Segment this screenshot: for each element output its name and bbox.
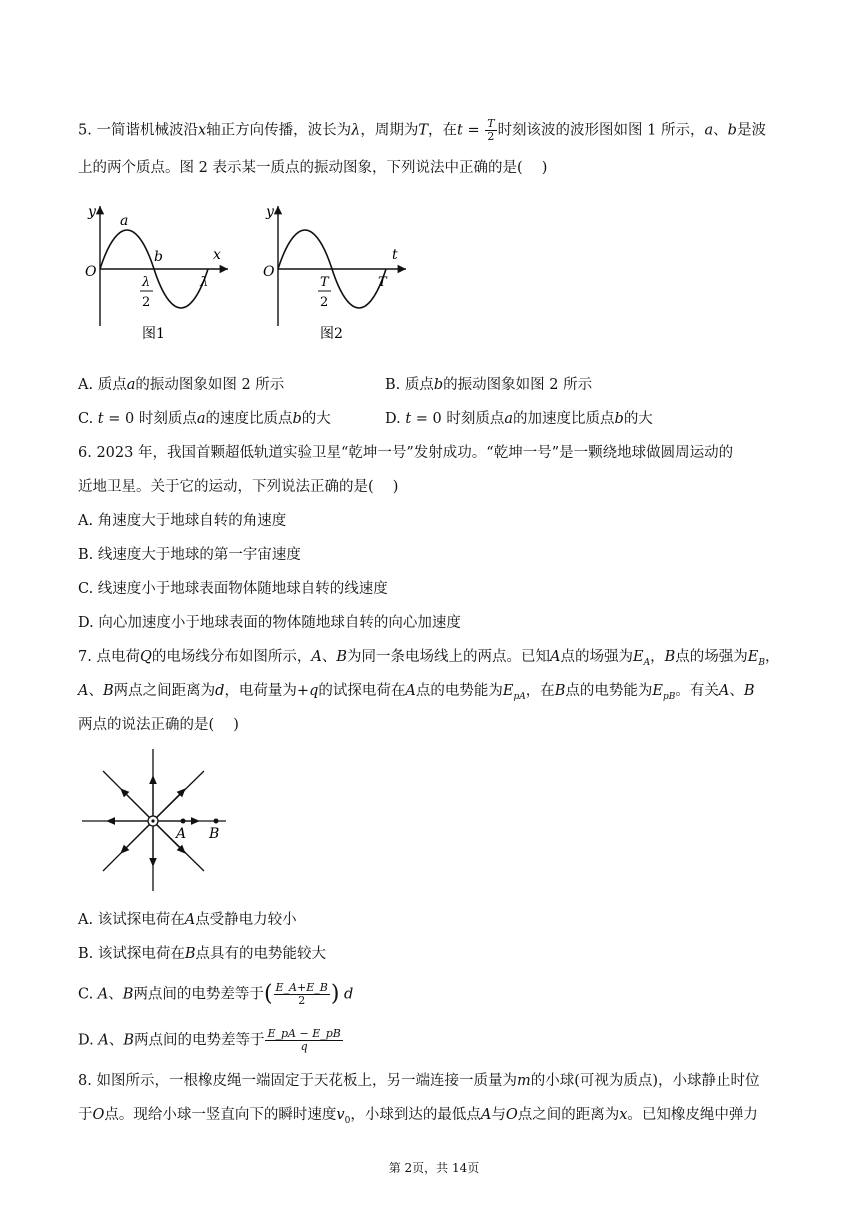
q7-option-a[interactable]: A. 该试探电荷在A点受静电力较小: [78, 912, 297, 928]
q6-option-b[interactable]: B. 线速度大于地球的第一宇宙速度: [78, 547, 301, 563]
fig2-half-T-den: 2: [320, 295, 329, 310]
q6-option-d[interactable]: D. 向心加速度小于地球表面的物体随地球自转的向心加速度: [78, 615, 461, 631]
q6-line-1: 6. 2023 年，我国首颗超低轨道实验卫星“乾坤一号”发射成功。“乾坤一号”是一颗绕地球做圆周运动的: [78, 445, 734, 461]
point-b-dot: [214, 819, 219, 824]
q7-line-1: 7. 点电荷Q的电场线分布如图所示，A、B为同一条电场线上的两点。已知A点的场强为$E_A$，B点的场强为$E_B$，: [78, 649, 780, 668]
q7-option-d[interactable]: D. A、B两点间的电势差等于 $\frac{E\_pA - E\_pB}{q}$: [78, 1027, 341, 1053]
q6-line-2: 近地卫星。关于它的运动，下列说法正确的是( ): [78, 479, 399, 495]
q6-option-a[interactable]: A. 角速度大于地球自转的角速度: [78, 513, 287, 529]
vibration-figure-2: [258, 198, 418, 344]
q7-option-b[interactable]: B. 该试探电荷在B点具有的电势能较大: [78, 946, 327, 962]
q6-option-c[interactable]: C. 线速度小于地球表面物体随地球自转的线速度: [78, 581, 388, 597]
q5-option-c[interactable]: C. t = 0 时刻质点a的速度比质点b的大: [78, 411, 331, 427]
fig1-lambda: λ: [200, 275, 209, 290]
q7-line-3: 两点的说法正确的是( ): [78, 717, 239, 733]
q8-line-2: 于O点。现给小球一竖直向下的瞬时速度$v_0$，小球到达的最低点A与O点之间的距离为x。已知橡皮绳中弹力: [78, 1107, 758, 1126]
page-footer: 第 2页，共 14页: [388, 1161, 480, 1175]
fig1-half-lambda-den: 2: [142, 295, 151, 310]
wave-figure-1: [80, 198, 240, 344]
fig1-caption: 图1: [142, 326, 165, 342]
fig2-T: T: [378, 275, 387, 290]
fig2-half-T-num: T: [320, 275, 329, 290]
fig1-half-lambda-num: λ: [142, 275, 151, 290]
fig-label-b: B: [209, 826, 220, 842]
fraction-t-over-2: $\frac{T}{2}$: [487, 117, 495, 143]
q5-line-2: 上的两个质点。图 2 表示某一质点的振动图象，下列说法中正确的是( ): [78, 160, 548, 176]
fraction-field-average: $\frac{E\_A+E\_B}{2}$: [275, 981, 328, 1007]
q7-option-c[interactable]: C. A、B两点间的电势差等于( $\frac{E\_A+E\_B}{2}$ ) d: [78, 981, 354, 1007]
q8-line-1: 8. 如图所示，一根橡皮绳一端固定于天花板上，另一端连接一质量为m的小球(可视为质点)，小球静止时位: [78, 1073, 760, 1089]
fig1-point-a: a: [120, 213, 129, 229]
electric-field-figure: [76, 745, 236, 895]
point-a-dot: [181, 819, 186, 824]
q5-option-b[interactable]: B. 质点b的振动图象如图 2 所示: [385, 377, 593, 393]
fig1-origin-label: O: [85, 264, 97, 280]
fig2-y-label: y: [266, 204, 274, 220]
fig1-y-label: y: [88, 204, 96, 220]
q5-option-d[interactable]: D. t = 0 时刻质点a的加速度比质点b的大: [385, 411, 653, 427]
fraction-potential-energy: $\frac{E\_pA - E\_pB}{q}$: [267, 1027, 341, 1053]
fig1-x-label: x: [213, 247, 221, 263]
fig2-caption: 图2: [320, 326, 343, 342]
q5-option-a[interactable]: A. 质点a的振动图象如图 2 所示: [78, 377, 285, 393]
fig2-origin-label: O: [263, 264, 275, 280]
fig-label-a: A: [176, 826, 187, 842]
q7-line-2: A、B两点之间距离为d，电荷量为+q的试探电荷在A点的电势能为$E_{pA}$，在B点的电势能为$E_{pB}$。有关A、B: [78, 683, 755, 702]
q5-line-1: 5. 一简谐机械波沿x轴正方向传播，波长为λ，周期为T，在t = $\frac{T}{2}$ 时刻该波的波形图如图 1 所示，a、b是波: [78, 117, 766, 143]
fig1-point-b: b: [154, 249, 163, 265]
fig2-t-label: t: [392, 247, 398, 263]
